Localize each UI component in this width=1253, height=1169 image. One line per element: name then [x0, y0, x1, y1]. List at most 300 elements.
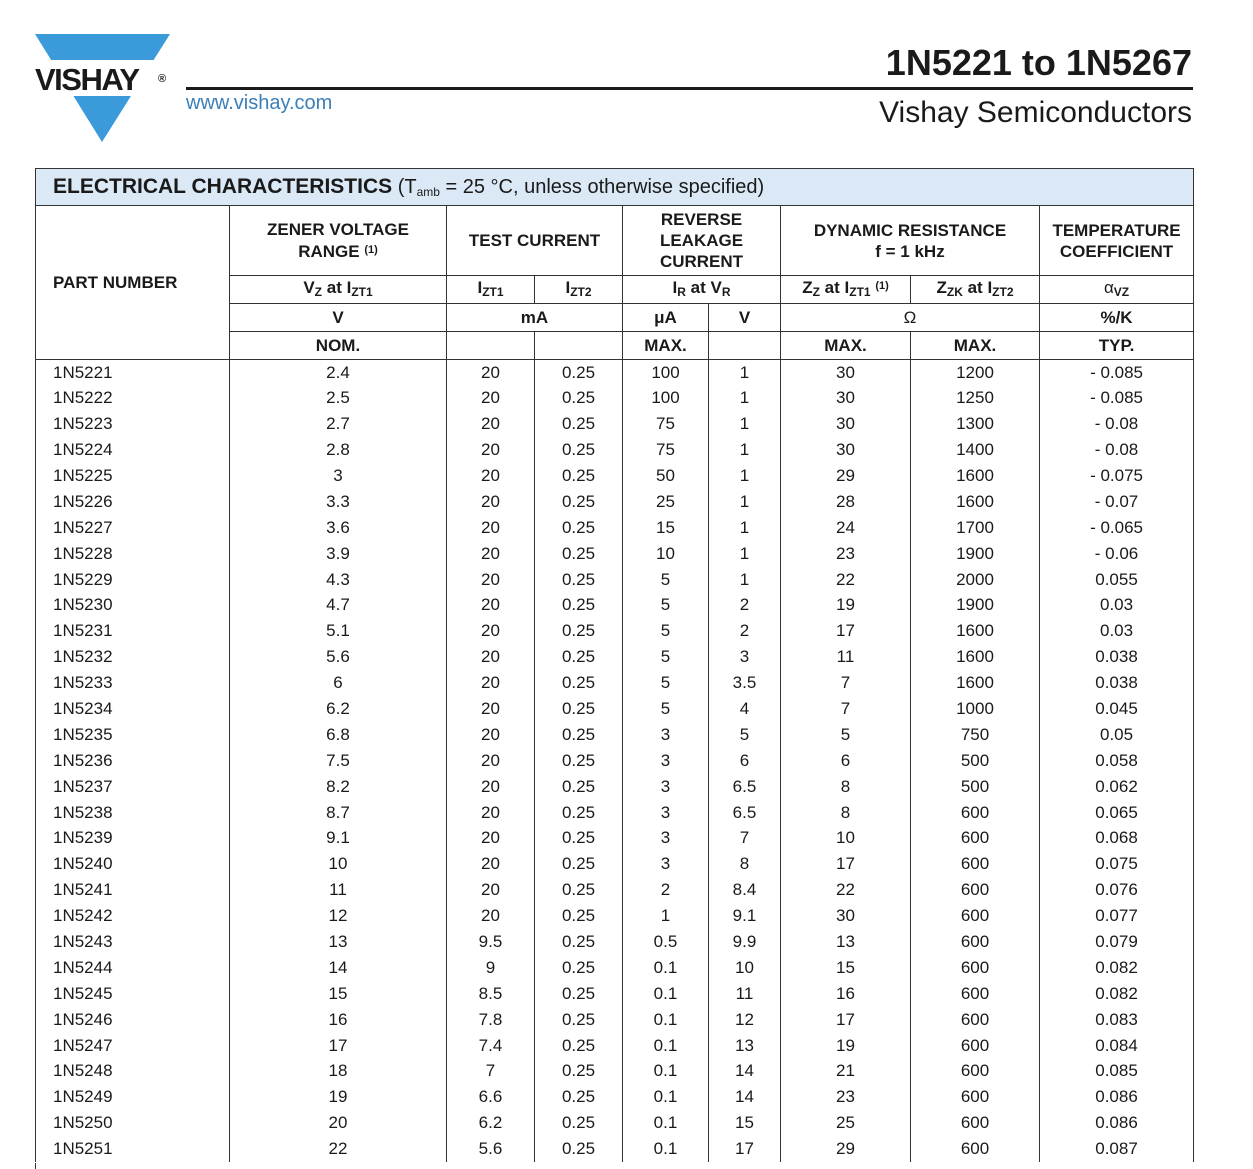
cell-alpha-typ: - 0.085 [1040, 385, 1194, 411]
limit-empty-1 [447, 332, 535, 360]
cell-vr: 1 [709, 437, 781, 463]
cell-alpha-typ: - 0.085 [1040, 360, 1194, 386]
table-row [36, 1059, 1194, 1085]
cell-part-number: 1N5240 [36, 851, 230, 877]
cell-alpha-typ: 0.079 [1040, 929, 1194, 955]
table-title-text: ELECTRICAL CHARACTERISTICS [53, 175, 393, 198]
website-link[interactable]: www.vishay.com [186, 92, 333, 114]
cell-ir-max: 0.1 [623, 1033, 709, 1059]
cell-part-number: 1N5221 [36, 360, 230, 386]
cell-ir-max: 5 [623, 670, 709, 696]
cell-zzk-max: 600 [911, 851, 1040, 877]
cell-vz-nom: 7.5 [230, 748, 447, 774]
cell-zz-max: 30 [781, 385, 911, 411]
cell-izt1: 20 [447, 800, 535, 826]
cell-vz-nom: 2.7 [230, 411, 447, 437]
table-row [36, 929, 1194, 955]
cell-vr: 1 [709, 515, 781, 541]
cell-vz-nom: 8.7 [230, 800, 447, 826]
cell-zzk-max: 1250 [911, 385, 1040, 411]
reverse-label: REVERSE [660, 210, 743, 229]
cell-zzk-max: 600 [911, 800, 1040, 826]
limit-max-zzk: MAX. [911, 332, 1040, 360]
cell-vr: 8.4 [709, 877, 781, 903]
limit-max-zz: MAX. [781, 332, 911, 360]
cell-vr: 9.9 [709, 929, 781, 955]
cell-izt1: 20 [447, 696, 535, 722]
cell-zz-max: 10 [781, 826, 911, 852]
cell-zzk-max: 600 [911, 1007, 1040, 1033]
table-row [36, 1136, 1194, 1162]
vishay-logo [35, 34, 170, 142]
cell-izt1: 9.5 [447, 929, 535, 955]
cell-zz-max: 11 [781, 644, 911, 670]
sym-v-sub: R [721, 284, 731, 299]
table-row [36, 722, 1194, 748]
cell-zzk-max: 600 [911, 1084, 1040, 1110]
cell-part-number: 1N5233 [36, 670, 230, 696]
cell-izt2: 0.25 [535, 618, 623, 644]
cell-vz-nom: 12 [230, 903, 447, 929]
cell-zz-max: 25 [781, 1110, 911, 1136]
sym-vz-izt1 [230, 276, 447, 304]
cell-ir-max: 50 [623, 463, 709, 489]
frequency-label: f = 1 kHz [875, 241, 945, 261]
table-row [36, 826, 1194, 852]
cell-vr: 9.1 [709, 903, 781, 929]
unit-v: V [230, 304, 447, 332]
table-row [36, 1033, 1194, 1059]
table-row [36, 1007, 1194, 1033]
cell-vz-nom: 5.6 [230, 644, 447, 670]
cell-zz-max: 30 [781, 411, 911, 437]
cell-zz-max: 28 [781, 489, 911, 515]
unit-ohm: Ω [781, 304, 1040, 332]
cell-part-number: 1N5230 [36, 593, 230, 619]
cell-part-number: 1N5229 [36, 567, 230, 593]
condition-sub: amb [416, 185, 440, 199]
cell-zz-max: 17 [781, 618, 911, 644]
table-row [36, 851, 1194, 877]
cell-part-number: 1N5223 [36, 411, 230, 437]
cell-vr: 6 [709, 748, 781, 774]
sym-v: V [303, 277, 315, 297]
col-reverse-leakage [623, 206, 781, 276]
cell-izt1: 20 [447, 489, 535, 515]
cell-vr: 2 [709, 618, 781, 644]
cell-part-number: 1N5227 [36, 515, 230, 541]
document-title: 1N5221 to 1N5267 [885, 42, 1192, 83]
sym-i-sub: ZT1 [351, 284, 373, 299]
cell-zz-max: 17 [781, 1007, 911, 1033]
table-row [36, 748, 1194, 774]
cell-alpha-typ: 0.086 [1040, 1110, 1194, 1136]
unit-ma: mA [447, 304, 623, 332]
cell-vr: 6.5 [709, 774, 781, 800]
cell-vz-nom: 15 [230, 981, 447, 1007]
cell-izt2: 0.25 [535, 877, 623, 903]
cell-vz-nom: 2.5 [230, 385, 447, 411]
note-1: (1) [364, 244, 378, 256]
cell-vz-nom: 6 [230, 670, 447, 696]
cell-vr: 10 [709, 955, 781, 981]
coefficient-label: COEFFICIENT [1059, 241, 1174, 261]
cell-ir-max: 3 [623, 748, 709, 774]
cell-ir-max: 5 [623, 644, 709, 670]
cell-izt1: 20 [447, 411, 535, 437]
cell-izt1: 20 [447, 722, 535, 748]
cell-part-number: 1N5251 [36, 1136, 230, 1162]
cell-vr: 8 [709, 851, 781, 877]
table-row [36, 1084, 1194, 1110]
cell-ir-max: 3 [623, 851, 709, 877]
cell-zz-max: 6 [781, 748, 911, 774]
cell-ir-max: 0.1 [623, 1007, 709, 1033]
table-row [36, 670, 1194, 696]
sym-zz-izt1 [781, 276, 911, 304]
cell-vr: 15 [709, 1110, 781, 1136]
sym-i-sub: ZT1 [482, 284, 504, 299]
cell-ir-max: 3 [623, 774, 709, 800]
col-dynamic-resistance [781, 206, 1040, 276]
sym-at: at [322, 277, 347, 297]
cell-vz-nom: 2.8 [230, 437, 447, 463]
col-part-number: PART NUMBER [36, 206, 230, 360]
table-row [36, 800, 1194, 826]
cell-vr: 3 [709, 644, 781, 670]
table-row [36, 463, 1194, 489]
cell-vz-nom: 3 [230, 463, 447, 489]
sym-alpha-sub: VZ [1113, 284, 1130, 299]
cell-vz-nom: 5.1 [230, 618, 447, 644]
cell-ir-max: 10 [623, 541, 709, 567]
cell-izt1: 20 [447, 541, 535, 567]
cell-izt1: 7.4 [447, 1033, 535, 1059]
cell-izt1: 20 [447, 593, 535, 619]
cell-izt2: 0.25 [535, 851, 623, 877]
cell-vz-nom: 20 [230, 1110, 447, 1136]
cell-ir-max: 5 [623, 696, 709, 722]
cell-vz-nom: 4.7 [230, 593, 447, 619]
table-body [36, 360, 1194, 1163]
sym-at: at [962, 277, 988, 297]
cell-vz-nom: 2.4 [230, 360, 447, 386]
limit-empty-2 [535, 332, 623, 360]
cell-izt2: 0.25 [535, 670, 623, 696]
cell-vz-nom: 6.2 [230, 696, 447, 722]
cell-izt2: 0.25 [535, 748, 623, 774]
cell-izt2: 0.25 [535, 981, 623, 1007]
cell-alpha-typ: - 0.07 [1040, 489, 1194, 515]
cell-vz-nom: 4.3 [230, 567, 447, 593]
cell-zzk-max: 1600 [911, 644, 1040, 670]
cell-alpha-typ: 0.083 [1040, 1007, 1194, 1033]
cell-vr: 1 [709, 360, 781, 386]
dynamic-resistance-label: DYNAMIC RESISTANCE [813, 220, 1007, 240]
sym-i: I [477, 277, 483, 297]
limit-max-ir: MAX. [623, 332, 709, 360]
cell-vr: 11 [709, 981, 781, 1007]
cell-izt1: 20 [447, 463, 535, 489]
cell-zzk-max: 600 [911, 929, 1040, 955]
cell-ir-max: 5 [623, 567, 709, 593]
cell-zzk-max: 1300 [911, 411, 1040, 437]
cell-vr: 1 [709, 541, 781, 567]
cell-ir-max: 0.5 [623, 929, 709, 955]
cell-part-number: 1N5222 [36, 385, 230, 411]
cell-alpha-typ: 0.045 [1040, 696, 1194, 722]
cell-alpha-typ: 0.087 [1040, 1136, 1194, 1162]
cell-vr: 3.5 [709, 670, 781, 696]
sym-v-sub: Z [314, 284, 323, 299]
cell-izt2: 0.25 [535, 644, 623, 670]
cell-zz-max: 19 [781, 1033, 911, 1059]
temperature-label: TEMPERATURE [1052, 220, 1181, 240]
cell-vr: 1 [709, 385, 781, 411]
cell-vz-nom: 19 [230, 1084, 447, 1110]
sym-i-sub: ZT2 [570, 284, 592, 299]
cell-alpha-typ: 0.075 [1040, 851, 1194, 877]
cell-ir-max: 2 [623, 877, 709, 903]
cell-izt2: 0.25 [535, 489, 623, 515]
electrical-characteristics-table [35, 168, 1194, 1162]
cell-part-number: 1N5226 [36, 489, 230, 515]
sym-z: Z [936, 277, 947, 297]
sym-i-sub: ZT1 [849, 285, 871, 299]
cell-izt1: 20 [447, 360, 535, 386]
cell-vz-nom: 3.3 [230, 489, 447, 515]
cell-izt2: 0.25 [535, 1007, 623, 1033]
table-row [36, 644, 1194, 670]
cell-alpha-typ: 0.058 [1040, 748, 1194, 774]
cell-part-number: 1N5247 [36, 1033, 230, 1059]
sym-z: Z [802, 278, 813, 297]
cell-izt2: 0.25 [535, 515, 623, 541]
cell-zz-max: 23 [781, 541, 911, 567]
cell-izt1: 20 [447, 385, 535, 411]
cell-izt2: 0.25 [535, 1110, 623, 1136]
cell-izt2: 0.25 [535, 1084, 623, 1110]
cell-izt2: 0.25 [535, 385, 623, 411]
cell-zz-max: 30 [781, 360, 911, 386]
cell-zz-max: 13 [781, 929, 911, 955]
cell-vz-nom: 13 [230, 929, 447, 955]
table-title-row [36, 169, 1194, 206]
cell-zzk-max: 1600 [911, 618, 1040, 644]
cell-part-number: 1N5231 [36, 618, 230, 644]
sym-ir-vr [623, 276, 781, 304]
cell-izt1: 20 [447, 515, 535, 541]
cell-izt1: 20 [447, 437, 535, 463]
cell-izt1: 20 [447, 903, 535, 929]
cell-ir-max: 3 [623, 722, 709, 748]
cell-izt2: 0.25 [535, 593, 623, 619]
cell-izt2: 0.25 [535, 437, 623, 463]
table-row [36, 903, 1194, 929]
cell-izt1: 20 [447, 851, 535, 877]
cell-zz-max: 17 [781, 851, 911, 877]
col-zener-voltage [230, 206, 447, 276]
table-row [36, 774, 1194, 800]
cell-part-number: 1N5249 [36, 1084, 230, 1110]
table-row [36, 567, 1194, 593]
cell-vz-nom: 22 [230, 1136, 447, 1162]
cell-part-number: 1N5245 [36, 981, 230, 1007]
cell-alpha-typ: 0.038 [1040, 670, 1194, 696]
cell-vr: 2 [709, 593, 781, 619]
cell-zzk-max: 1600 [911, 489, 1040, 515]
cell-vr: 17 [709, 1136, 781, 1162]
cell-izt2: 0.25 [535, 774, 623, 800]
cell-vz-nom: 14 [230, 955, 447, 981]
sym-i: I [987, 277, 993, 297]
cell-zzk-max: 600 [911, 955, 1040, 981]
cell-alpha-typ: 0.084 [1040, 1033, 1194, 1059]
cell-zzk-max: 600 [911, 877, 1040, 903]
cell-izt2: 0.25 [535, 903, 623, 929]
cell-izt1: 20 [447, 670, 535, 696]
cell-izt2: 0.25 [535, 955, 623, 981]
table-title [36, 169, 1194, 206]
cell-part-number: 1N5238 [36, 800, 230, 826]
col-temperature-coefficient [1040, 206, 1194, 276]
sym-i: I [346, 277, 352, 297]
cell-izt2: 0.25 [535, 463, 623, 489]
header-rule [186, 87, 1193, 90]
cell-ir-max: 0.1 [623, 1136, 709, 1162]
cell-part-number: 1N5241 [36, 877, 230, 903]
cell-izt1: 20 [447, 567, 535, 593]
cell-izt1: 7 [447, 1059, 535, 1085]
sym-i: I [672, 277, 678, 297]
cell-vz-nom: 6.8 [230, 722, 447, 748]
cell-part-number: 1N5225 [36, 463, 230, 489]
cell-ir-max: 0.1 [623, 981, 709, 1007]
cell-izt1: 9 [447, 955, 535, 981]
table-row [36, 489, 1194, 515]
cell-izt2: 0.25 [535, 1033, 623, 1059]
cell-vr: 1 [709, 411, 781, 437]
cell-part-number: 1N5234 [36, 696, 230, 722]
cell-alpha-typ: 0.065 [1040, 800, 1194, 826]
sym-zzk-izt2 [911, 276, 1040, 304]
cell-part-number: 1N5235 [36, 722, 230, 748]
cell-zz-max: 8 [781, 774, 911, 800]
cell-vr: 14 [709, 1059, 781, 1085]
cell-vr: 1 [709, 463, 781, 489]
table-row [36, 385, 1194, 411]
cell-zz-max: 23 [781, 1084, 911, 1110]
cell-zzk-max: 2000 [911, 567, 1040, 593]
cell-zz-max: 5 [781, 722, 911, 748]
cell-zzk-max: 1600 [911, 670, 1040, 696]
cell-izt1: 5.6 [447, 1136, 535, 1162]
cell-part-number: 1N5239 [36, 826, 230, 852]
condition-prefix: (T [397, 176, 417, 198]
cell-izt2: 0.25 [535, 1136, 623, 1162]
cell-izt2: 0.25 [535, 360, 623, 386]
cell-vr: 1 [709, 489, 781, 515]
cell-alpha-typ: 0.038 [1040, 644, 1194, 670]
cell-alpha-typ: 0.076 [1040, 877, 1194, 903]
cell-part-number: 1N5248 [36, 1059, 230, 1085]
cell-zzk-max: 600 [911, 903, 1040, 929]
table-row [36, 515, 1194, 541]
cell-zz-max: 30 [781, 903, 911, 929]
cell-part-number: 1N5244 [36, 955, 230, 981]
cell-ir-max: 5 [623, 618, 709, 644]
cell-zzk-max: 1700 [911, 515, 1040, 541]
limit-empty-3 [709, 332, 781, 360]
sym-izt1 [447, 276, 535, 304]
cell-ir-max: 100 [623, 385, 709, 411]
cell-zz-max: 8 [781, 800, 911, 826]
cell-alpha-typ: 0.085 [1040, 1059, 1194, 1085]
table-row [36, 696, 1194, 722]
cell-ir-max: 100 [623, 360, 709, 386]
cell-zzk-max: 1900 [911, 541, 1040, 567]
cell-vr: 7 [709, 826, 781, 852]
current-label: CURRENT [659, 252, 744, 271]
cell-zz-max: 22 [781, 567, 911, 593]
table-row [36, 411, 1194, 437]
unit-v2: V [709, 304, 781, 332]
cell-part-number: 1N5246 [36, 1007, 230, 1033]
cell-zz-max: 29 [781, 1136, 911, 1162]
cell-zz-max: 21 [781, 1059, 911, 1085]
cell-vr: 13 [709, 1033, 781, 1059]
cell-ir-max: 15 [623, 515, 709, 541]
cell-ir-max: 75 [623, 411, 709, 437]
cell-izt2: 0.25 [535, 800, 623, 826]
cell-zzk-max: 1400 [911, 437, 1040, 463]
cell-alpha-typ: 0.082 [1040, 955, 1194, 981]
cell-zzk-max: 600 [911, 981, 1040, 1007]
cell-vz-nom: 16 [230, 1007, 447, 1033]
cell-part-number: 1N5237 [36, 774, 230, 800]
cell-part-number: 1N5250 [36, 1110, 230, 1136]
cell-vr: 5 [709, 722, 781, 748]
unit-pk: %/K [1040, 304, 1194, 332]
unit-ua: μA [623, 304, 709, 332]
cell-zz-max: 30 [781, 437, 911, 463]
cell-zzk-max: 600 [911, 1110, 1040, 1136]
cell-alpha-typ: - 0.075 [1040, 463, 1194, 489]
cell-alpha-typ: 0.082 [1040, 981, 1194, 1007]
cell-vr: 4 [709, 696, 781, 722]
cell-zz-max: 7 [781, 696, 911, 722]
sym-z-sub: ZK [946, 284, 963, 299]
cell-izt2: 0.25 [535, 541, 623, 567]
limit-nom: NOM. [230, 332, 447, 360]
cell-alpha-typ: 0.03 [1040, 593, 1194, 619]
cell-ir-max: 1 [623, 903, 709, 929]
cell-ir-max: 3 [623, 800, 709, 826]
limit-typ: TYP. [1040, 332, 1194, 360]
leakage-label: LEAKAGE [659, 231, 744, 250]
cell-izt1: 7.8 [447, 1007, 535, 1033]
zener-voltage-label: ZENER VOLTAGE [267, 220, 409, 239]
table-row [36, 541, 1194, 567]
cell-vr: 6.5 [709, 800, 781, 826]
cell-zzk-max: 750 [911, 722, 1040, 748]
condition-suffix: = 25 °C, unless otherwise specified) [439, 176, 765, 198]
cell-alpha-typ: 0.05 [1040, 722, 1194, 748]
table-row [36, 955, 1194, 981]
sym-alpha-vz [1040, 276, 1194, 304]
cell-vz-nom: 17 [230, 1033, 447, 1059]
cell-alpha-typ: 0.086 [1040, 1084, 1194, 1110]
